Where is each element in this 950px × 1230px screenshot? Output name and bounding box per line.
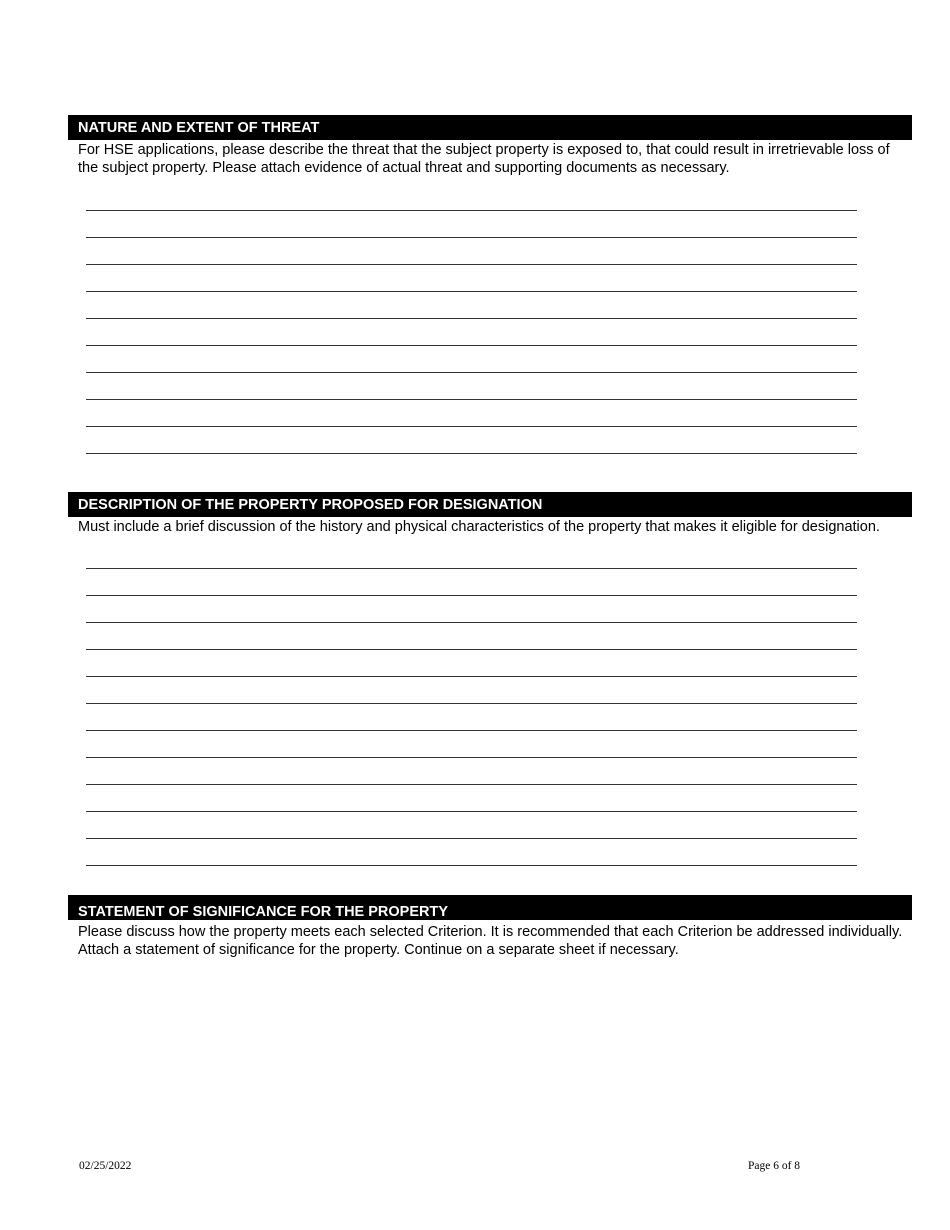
answer-line[interactable] <box>86 596 857 623</box>
answer-line[interactable] <box>86 346 857 373</box>
answer-line[interactable] <box>86 265 857 292</box>
answer-line[interactable] <box>86 677 857 704</box>
answer-line[interactable] <box>86 569 857 596</box>
answer-line[interactable] <box>86 211 857 238</box>
answer-line[interactable] <box>86 650 857 677</box>
answer-line[interactable] <box>86 373 857 400</box>
footer-date: 02/25/2022 <box>79 1160 132 1172</box>
answer-line[interactable] <box>86 184 857 211</box>
section-header-threat: NATURE AND EXTENT OF THREAT <box>68 115 912 140</box>
answer-line[interactable] <box>86 812 857 839</box>
section-description-significance: Please discuss how the property meets each selected Criterion. It is recommended that each Criterion be addressed individually. Attach a statement of significance for the property. Continue on a separate sheet if necessary. <box>78 924 903 958</box>
footer-page-number: Page 6 of 8 <box>748 1160 801 1172</box>
section-header-description: DESCRIPTION OF THE PROPERTY PROPOSED FOR DESIGNATION <box>68 492 912 517</box>
answer-line[interactable] <box>86 238 857 265</box>
threat-answer-lines[interactable] <box>86 184 857 454</box>
answer-line[interactable] <box>86 758 857 785</box>
answer-line[interactable] <box>86 319 857 346</box>
answer-line[interactable] <box>86 704 857 731</box>
answer-line[interactable] <box>86 427 857 454</box>
answer-line[interactable] <box>86 731 857 758</box>
section-description-property: Must include a brief discussion of the history and physical characteristics of the property that makes it eligible for designation. <box>78 519 880 535</box>
answer-line[interactable] <box>86 400 857 427</box>
answer-line[interactable] <box>86 623 857 650</box>
answer-line[interactable] <box>86 785 857 812</box>
property-description-answer-lines[interactable] <box>86 542 857 866</box>
answer-line[interactable] <box>86 292 857 319</box>
answer-line[interactable] <box>86 542 857 569</box>
section-description-threat: For HSE applications, please describe the threat that the subject property is exposed to, that could result in irretrievable loss of the subject property. Please attach evidence of actual threat and supporting documents as necessary. <box>78 142 890 176</box>
section-header-significance: STATEMENT OF SIGNIFICANCE FOR THE PROPERTY <box>68 895 912 920</box>
answer-line[interactable] <box>86 839 857 866</box>
